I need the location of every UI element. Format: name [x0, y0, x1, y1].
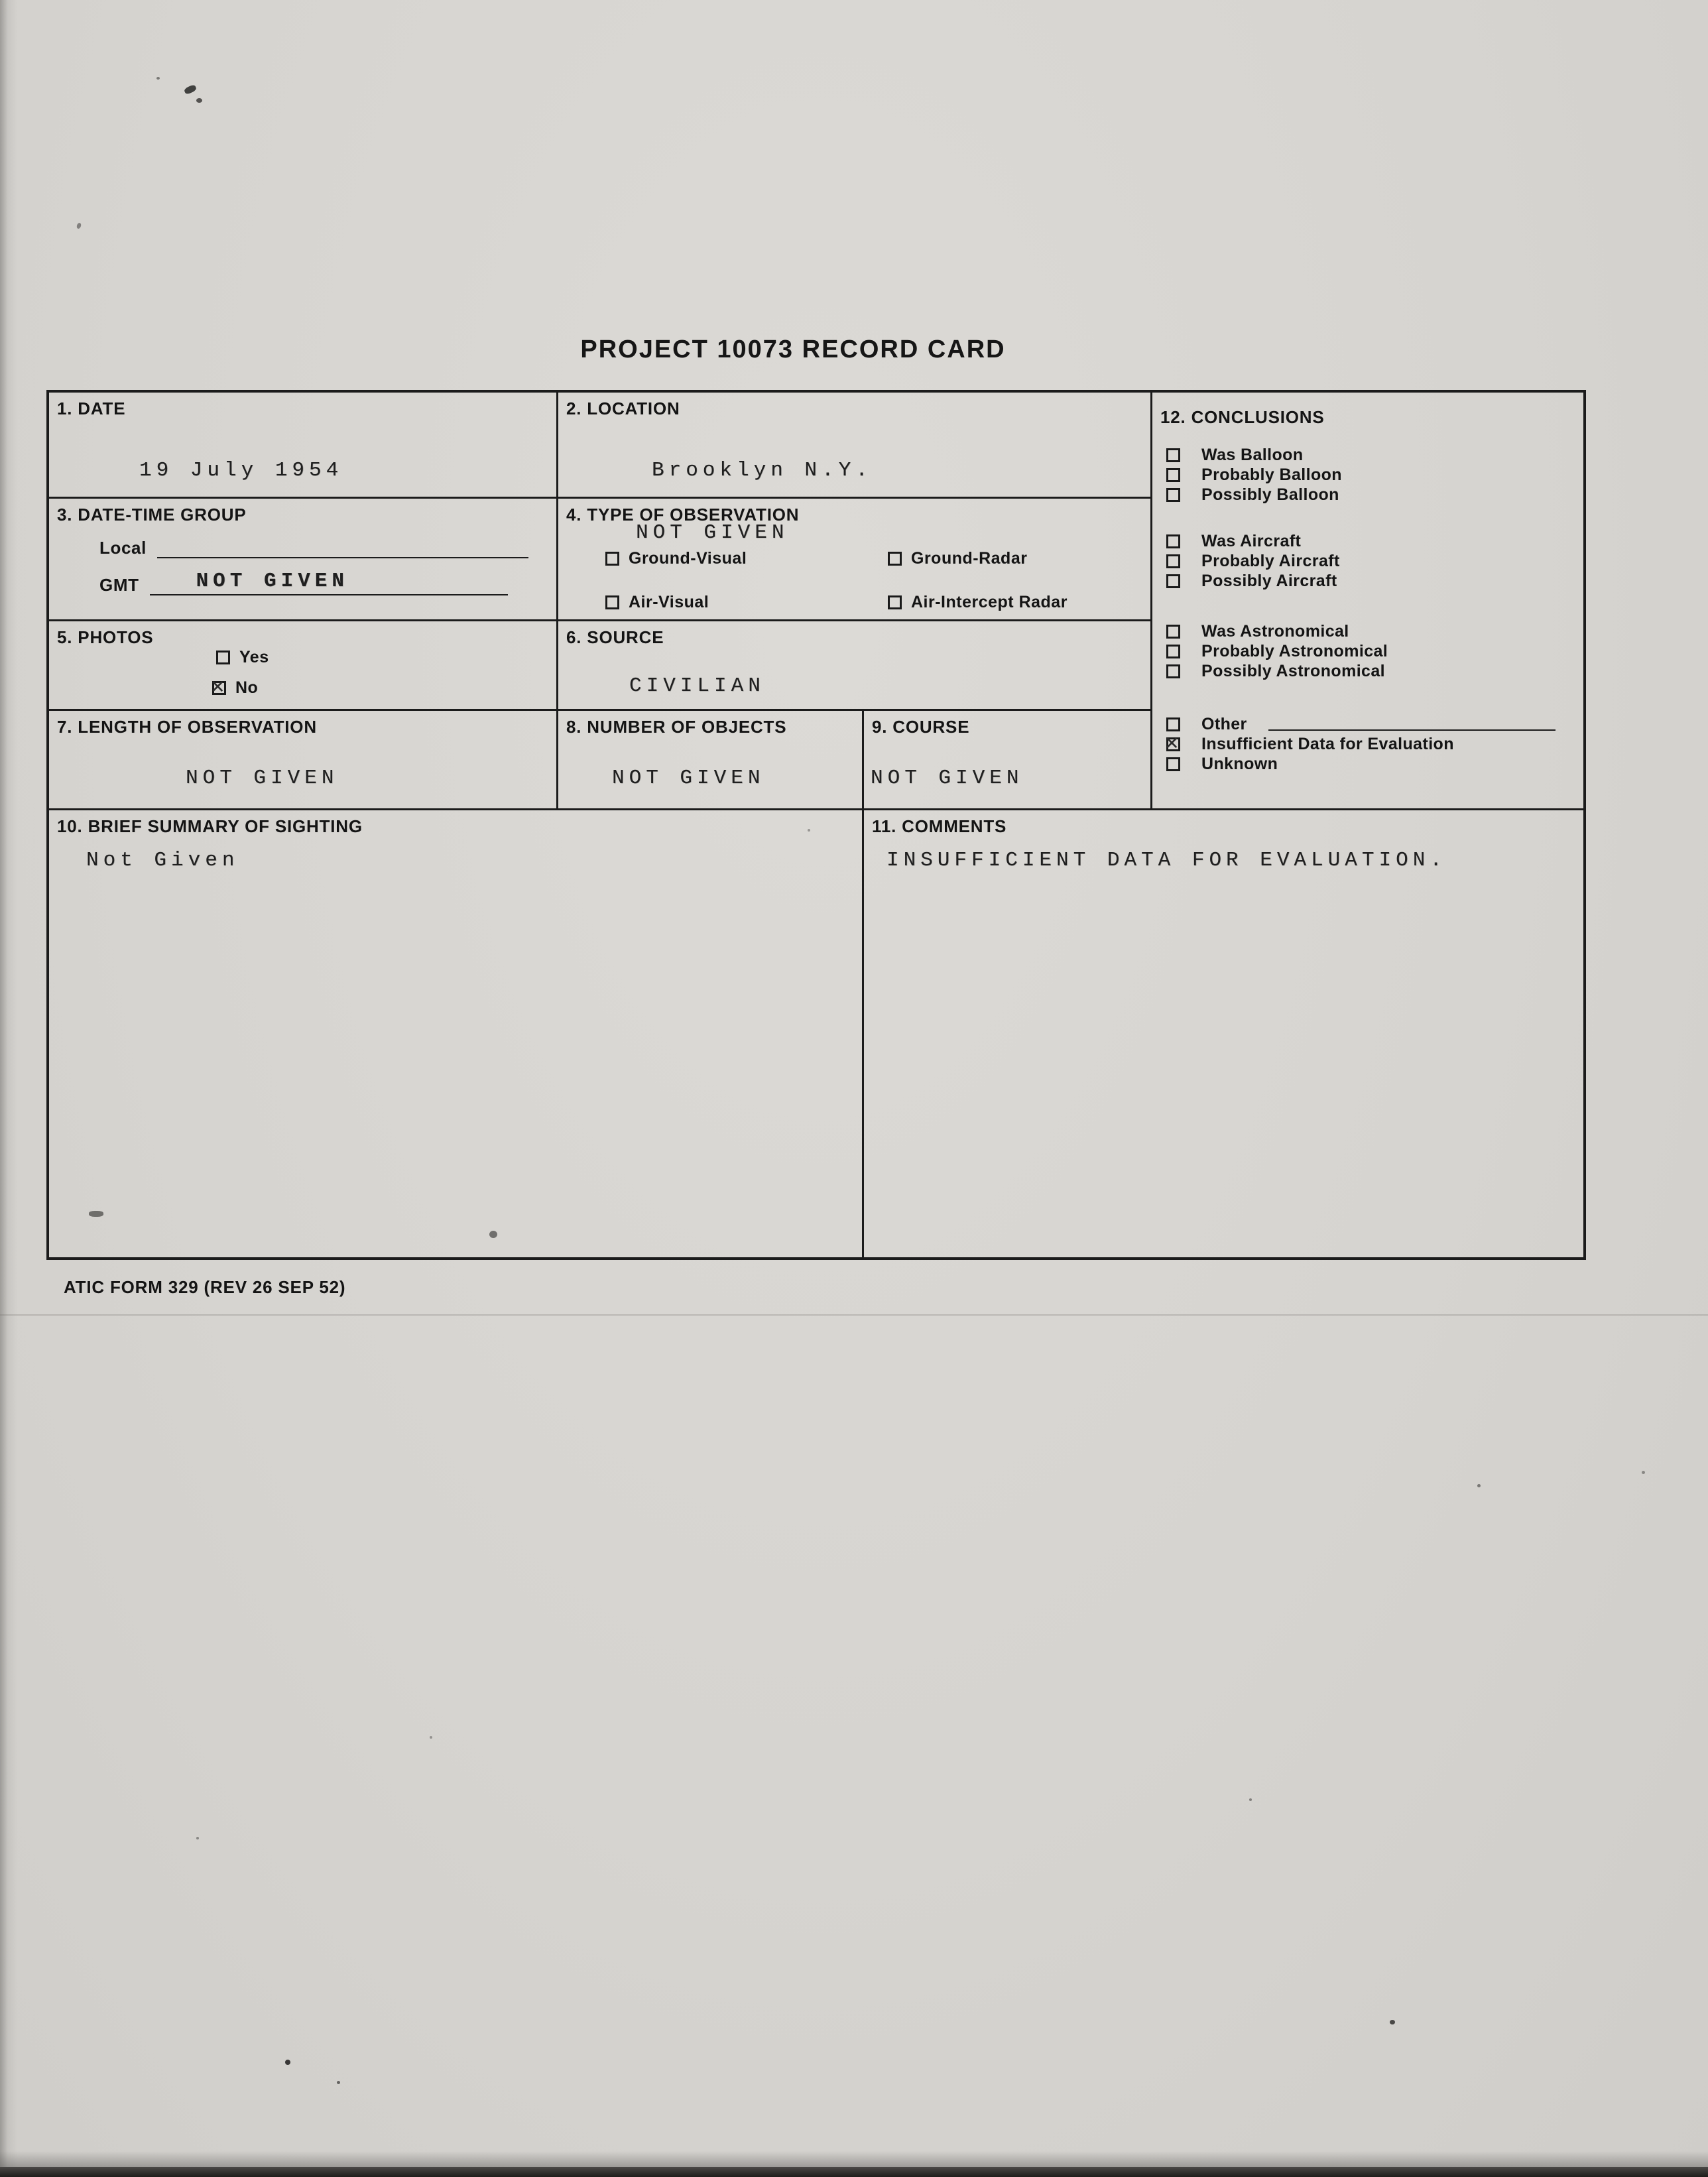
cell-comments [864, 810, 1583, 1257]
cell-length-of-observation [49, 711, 556, 808]
ground-visual-checkbox [605, 552, 619, 566]
air-intercept-radar-checkbox [888, 595, 902, 609]
photos-yes-checkbox [216, 651, 230, 664]
speck [337, 2081, 340, 2084]
probably-astronomical-label: Probably Astronomical [1201, 641, 1388, 660]
comments-label: 11. COMMENTS [872, 816, 1007, 836]
conclusion-item [1152, 531, 1583, 551]
conclusion-item [1152, 465, 1583, 485]
form-number: ATIC FORM 329 (REV 26 SEP 52) [64, 1277, 346, 1297]
air-visual-checkbox [605, 595, 619, 609]
speck [1477, 1484, 1481, 1487]
probably-aircraft-checkbox [1166, 554, 1180, 568]
unknown-checkbox [1166, 757, 1180, 771]
scan-fold-line [0, 1314, 1708, 1316]
speck [76, 222, 82, 229]
cell-brief-summary [49, 810, 862, 1257]
conclusions-group-astronomical [1152, 621, 1583, 681]
source-label: 6. SOURCE [566, 627, 664, 647]
cell-date-time-group [49, 499, 556, 619]
cell-number-of-objects [558, 711, 862, 808]
source-value: CIVILIAN [629, 674, 765, 698]
conclusion-item [1152, 714, 1583, 734]
photos-label: 5. PHOTOS [57, 627, 154, 647]
option-air-visual [605, 593, 709, 612]
probably-balloon-checkbox [1166, 468, 1180, 482]
cell-photos [49, 621, 556, 709]
cell-type-of-observation [558, 499, 1150, 619]
ground-radar-checkbox [888, 552, 902, 566]
length-of-observation-value: NOT GIVEN [186, 767, 339, 790]
possibly-aircraft-checkbox [1166, 574, 1180, 588]
cell-conclusions [1152, 393, 1583, 823]
number-of-objects-label: 8. NUMBER OF OBJECTS [566, 717, 787, 737]
location-value: Brooklyn N.Y. [652, 459, 873, 482]
cell-course [864, 711, 1150, 808]
other-checkbox [1166, 717, 1180, 731]
speck [184, 84, 198, 95]
cell-source [558, 621, 1150, 709]
comments-value: INSUFFICIENT DATA FOR EVALUATION. [886, 849, 1447, 872]
insufficient-data-checkbox [1166, 737, 1180, 751]
brief-summary-label: 10. BRIEF SUMMARY OF SIGHTING [57, 816, 363, 836]
speck [285, 2060, 290, 2065]
location-label: 2. LOCATION [566, 399, 680, 418]
speck [1642, 1471, 1645, 1474]
course-label: 9. COURSE [872, 717, 970, 737]
air-visual-label: Air-Visual [629, 593, 709, 611]
gmt-underline [150, 570, 508, 595]
date-value: 19 July 1954 [139, 459, 343, 482]
conclusion-item [1152, 621, 1583, 641]
other-underline [1268, 717, 1555, 731]
was-balloon-checkbox [1166, 448, 1180, 462]
conclusion-item [1152, 571, 1583, 591]
conclusions-group-aircraft [1152, 531, 1583, 591]
speck [1390, 2020, 1395, 2024]
conclusion-item [1152, 754, 1583, 774]
scan-edge-bottom-bar [0, 2167, 1708, 2177]
gmt-value: NOT GIVEN [196, 570, 349, 593]
scan-edge-left-shadow [0, 0, 17, 2177]
brief-summary-value: Not Given [86, 849, 239, 872]
was-astronomical-checkbox [1166, 625, 1180, 639]
air-intercept-radar-label: Air-Intercept Radar [911, 593, 1068, 611]
possibly-balloon-checkbox [1166, 488, 1180, 502]
option-photos-yes [216, 648, 269, 667]
ground-radar-label: Ground-Radar [911, 549, 1028, 568]
speck [196, 1837, 199, 1839]
conclusions-label: 12. CONCLUSIONS [1160, 407, 1325, 427]
photos-yes-label: Yes [239, 648, 269, 666]
date-label: 1. DATE [57, 399, 126, 418]
local-label: Local [99, 538, 147, 558]
cell-date [49, 393, 556, 497]
photos-no-checkbox [212, 681, 226, 695]
gmt-label: GMT [99, 575, 139, 595]
photos-no-label: No [235, 678, 259, 697]
length-of-observation-label: 7. LENGTH OF OBSERVATION [57, 717, 317, 737]
was-aircraft-checkbox [1166, 534, 1180, 548]
was-balloon-label: Was Balloon [1201, 445, 1304, 464]
conclusion-item [1152, 551, 1583, 571]
other-label: Other [1201, 714, 1247, 733]
cell-location [558, 393, 1150, 497]
course-value: NOT GIVEN [871, 767, 1024, 790]
speck [1249, 1798, 1252, 1801]
ground-visual-label: Ground-Visual [629, 549, 747, 568]
option-ground-radar [888, 549, 1027, 568]
option-ground-visual [605, 549, 747, 568]
page-title: PROJECT 10073 RECORD CARD [580, 336, 1006, 363]
conclusion-item [1152, 734, 1583, 754]
was-astronomical-label: Was Astronomical [1201, 621, 1349, 641]
type-of-observation-value: NOT GIVEN [636, 521, 789, 544]
conclusions-group-other [1152, 714, 1583, 774]
type-of-observation-label: 4. TYPE OF OBSERVATION [566, 505, 800, 525]
conclusion-item [1152, 661, 1583, 681]
possibly-astronomical-checkbox [1166, 664, 1180, 678]
number-of-objects-value: NOT GIVEN [612, 767, 765, 790]
local-row [99, 537, 528, 558]
gmt-row [99, 570, 508, 595]
probably-aircraft-label: Probably Aircraft [1201, 551, 1340, 570]
speck [156, 77, 160, 80]
probably-astronomical-checkbox [1166, 645, 1180, 658]
option-air-intercept-radar [888, 593, 1068, 612]
conclusion-item [1152, 641, 1583, 661]
conclusion-item [1152, 485, 1583, 505]
scan-edge-bottom-fade [0, 2151, 1708, 2167]
conclusions-group-balloon [1152, 445, 1583, 505]
was-aircraft-label: Was Aircraft [1201, 531, 1302, 550]
local-underline [157, 537, 528, 558]
conclusion-item [1152, 445, 1583, 465]
option-photos-no [212, 678, 258, 698]
record-card [46, 390, 1586, 1260]
insufficient-data-label: Insufficient Data for Evaluation [1201, 734, 1454, 753]
date-time-group-label: 3. DATE-TIME GROUP [57, 505, 247, 525]
speck [430, 1736, 432, 1739]
speck [196, 98, 202, 103]
possibly-balloon-label: Possibly Balloon [1201, 485, 1339, 504]
unknown-label: Unknown [1201, 754, 1278, 773]
probably-balloon-label: Probably Balloon [1201, 465, 1342, 484]
possibly-aircraft-label: Possibly Aircraft [1201, 571, 1337, 590]
possibly-astronomical-label: Possibly Astronomical [1201, 661, 1385, 680]
